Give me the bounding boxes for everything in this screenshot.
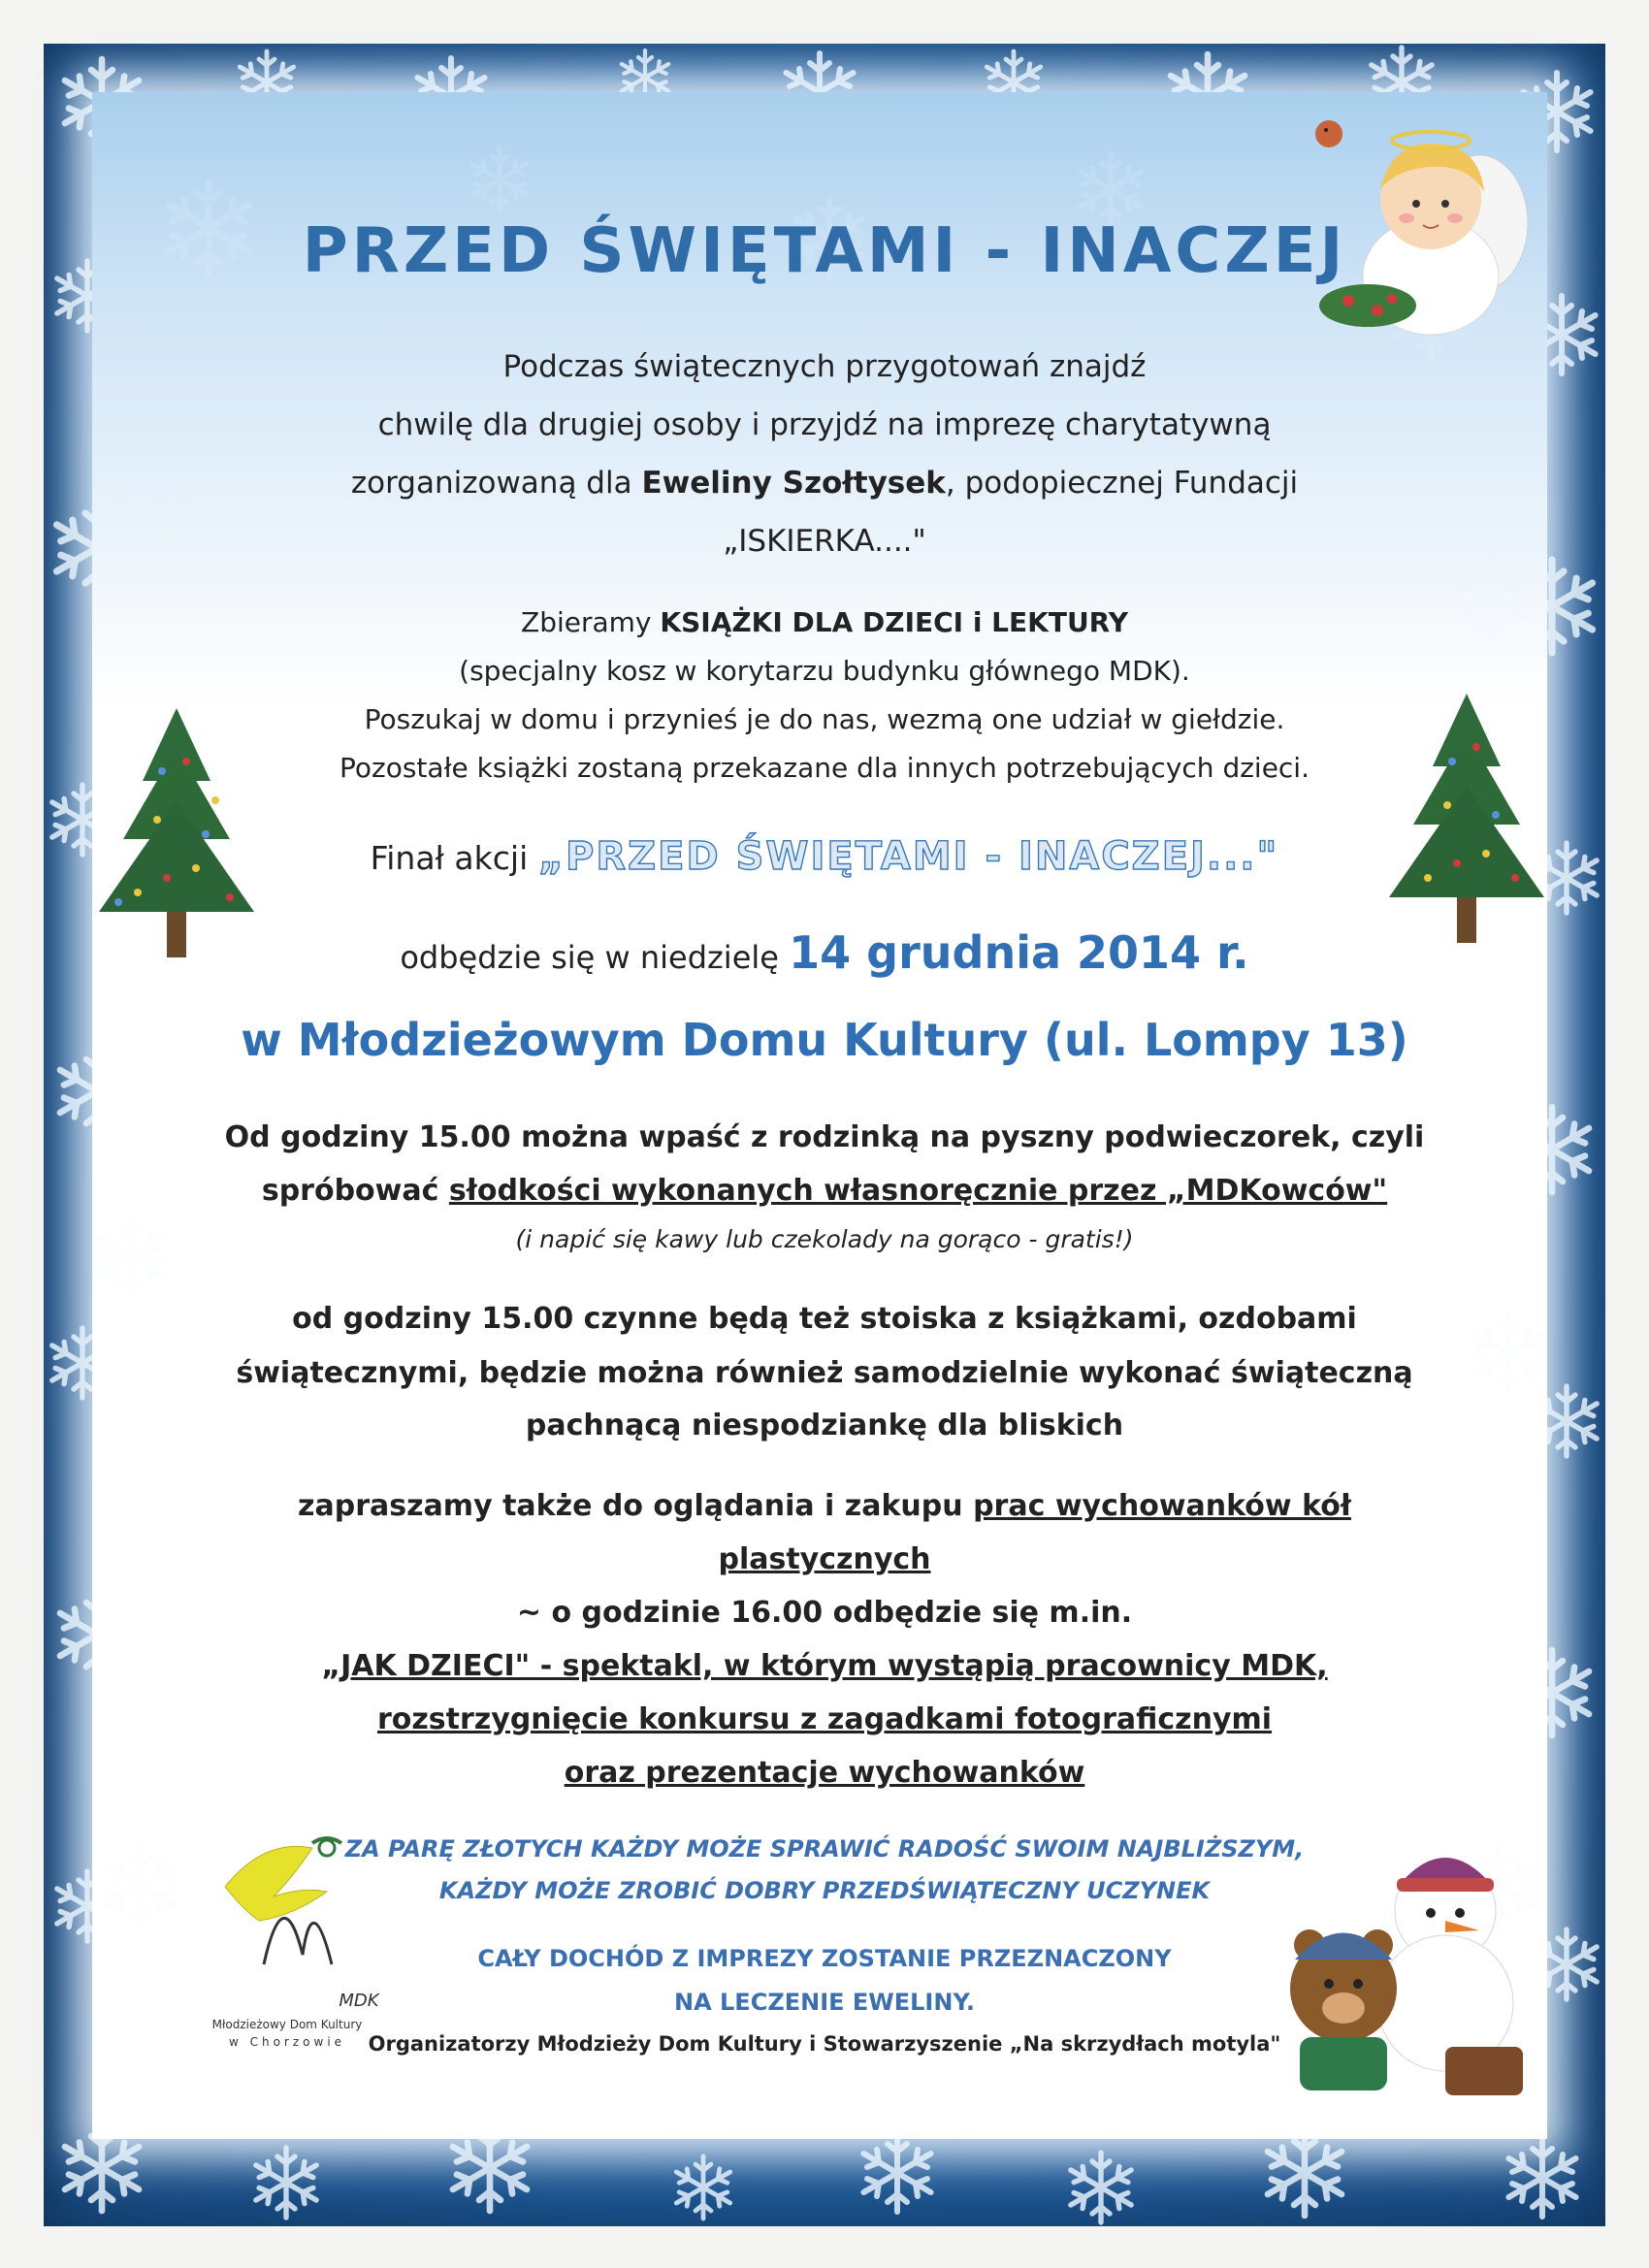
final-event-name: „PRZED ŚWIĘTAMI - INACZEJ..." <box>537 834 1279 879</box>
collect-line-3: Poszukaj w domu i przynieś je do nas, wezmą one udział w giełdzie. <box>364 703 1285 735</box>
program-3-line-1 <box>146 1489 1504 1523</box>
date-pre: odbędzie się w niedzielę <box>400 939 790 976</box>
intro-line-3 <box>146 466 1504 501</box>
collect-line-4: Pozostałe książki zostaną przekazane dla innych potrzebujących dzieci. <box>340 752 1310 784</box>
program-3-line-6: oraz prezentacje wychowanków <box>564 1756 1085 1790</box>
foundation-name: „ISKIERKA...." <box>723 524 926 559</box>
slogan-line-2: KAŻDY MOŻE ZROBIĆ DOBRY PRZEDŚWIĄTECZNY UCZYNEK <box>438 1877 1211 1904</box>
slogan-line-3: CAŁY DOCHÓD Z IMPREZY ZOSTANIE PRZEZNACZONY <box>477 1945 1172 1972</box>
collect-line-2: (specjalny kosz w korytarzu budynku głównego MDK). <box>459 655 1190 687</box>
collect-items: KSIĄŻKI DLA DZIECI i LEKTURY <box>660 606 1128 638</box>
program-3-line-3: ~ o godzinie 16.00 odbędzie się m.in. <box>516 1596 1133 1630</box>
collect-line-1 <box>146 606 1504 638</box>
program-3-line-2: plastycznych <box>718 1542 931 1576</box>
event-place: w Młodzieżowym Domu Kultury (ul. Lompy 13) <box>241 1014 1408 1066</box>
program-1-line-2 <box>146 1174 1504 1208</box>
final-pre: Finał akcji <box>370 839 538 877</box>
program-1-line-2-underlined: słodkości wykonanych własnoręcznie przez „MDKowców" <box>448 1174 1388 1208</box>
program-3-line-4: „JAK DZIECI" - spektakl, w którym wystąpią pracownicy MDK, <box>321 1649 1328 1683</box>
program-2-line-3: pachnącą niespodziankę dla bliskich <box>525 1409 1124 1442</box>
intro-line-1: Podczas świątecznych przygotowań znajdź <box>502 349 1147 384</box>
program-3-line-1-pre: zapraszamy także do oglądania i zakupu <box>298 1489 974 1523</box>
logo-line2: w Chorzowie <box>228 2035 346 2049</box>
program-1-line-2-pre: spróbować <box>261 1174 449 1208</box>
final-line <box>146 834 1504 879</box>
program-1-line-3: (i napić się kawy lub czekolady na gorąco - gratis!) <box>515 1225 1134 1253</box>
beneficiary-name: Eweliny Szołtysek <box>641 466 946 501</box>
logo-line1: Młodzieżowy Dom Kultury <box>211 2018 363 2031</box>
slogan-line-4: NA LECZENIE EWELINY. <box>674 1989 975 2016</box>
program-2-line-2: świątecznymi, będzie można również samodzielnie wykonać świąteczną <box>236 1356 1413 1390</box>
program-1-line-1: Od godziny 15.00 można wpaść z rodzinką na pyszny podwieczorek, czyli <box>224 1120 1425 1154</box>
program-3-line-5: rozstrzygnięcie konkursu z zagadkami fotograficznymi <box>376 1702 1273 1736</box>
slogan-line-1: ZA PARĘ ZŁOTYCH KAŻDY MOŻE SPRAWIĆ RADOŚĆ SWOIM NAJBLIŻSZYM, <box>344 1835 1305 1863</box>
page-title: PRZED ŚWIĘTAMI - INACZEJ <box>302 215 1347 287</box>
program-3-line-1-underlined: prac wychowanków kół <box>973 1489 1351 1523</box>
organizers: Organizatorzy Młodzieży Dom Kultury i Stowarzyszenie „Na skrzydłach motyla" <box>368 2032 1281 2056</box>
logo-mark: MDK <box>339 1991 379 2011</box>
intro-line-2: chwilę dla drugiej osoby i przyjdź na imprezę charytatywną <box>377 407 1272 442</box>
program-2-line-1: od godziny 15.00 czynne będą też stoiska z książkami, ozdobami <box>292 1302 1357 1336</box>
intro-line-3-post: , podopiecznej Fundacji <box>945 466 1299 501</box>
collect-line-1-pre: Zbieramy <box>521 606 661 638</box>
intro-line-3-pre: zorganizowaną dla <box>350 466 642 501</box>
event-date: 14 grudnia 2014 r. <box>789 926 1249 979</box>
date-line <box>146 926 1504 979</box>
